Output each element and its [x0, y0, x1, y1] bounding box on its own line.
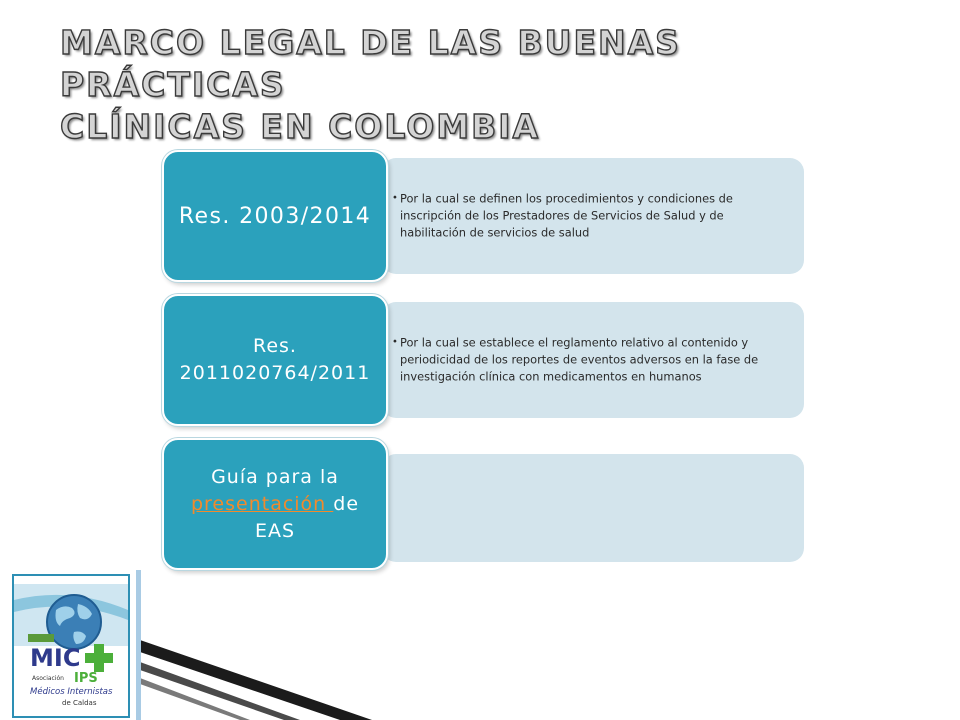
slide-title-line-2: CLÍNICAS EN COLOMBIA: [60, 107, 541, 146]
regulation-label: Res. 2011020764/2011: [179, 335, 371, 384]
logo-brand: MIC: [30, 644, 81, 672]
logo-side-bar: [136, 570, 141, 720]
slide-title-line-1: MARCO LEGAL DE LAS BUENAS PRÁCTICAS: [60, 23, 681, 104]
regulation-label: Res. 2003/2014: [178, 203, 372, 229]
mic-logo: [12, 574, 130, 718]
presentacion-link[interactable]: presentación: [190, 492, 334, 515]
logo-line-1: Asociación: [32, 675, 64, 682]
regulation-bullet: • Por la cual se establece el reglamento relativo al contenido y periodicidad de los reportes de eventos adversos en la fase de investigación clínica con medicamentos en humanos: [392, 335, 764, 386]
logo-line-4: de Caldas: [62, 699, 97, 707]
logo-line-2: IPS: [74, 671, 98, 686]
globe-icon: [14, 576, 128, 716]
regulation-bullet: • Por la cual se definen los procedimientos y condiciones de inscripción de los Prestadores de Servicios de Salud y de habilitación de servicios de salud: [392, 191, 764, 242]
logo-line-3: Médicos Internistas: [30, 687, 113, 697]
guia-label-suffix: de EAS: [254, 492, 360, 542]
guia-label-prefix: Guía para la: [211, 465, 339, 488]
